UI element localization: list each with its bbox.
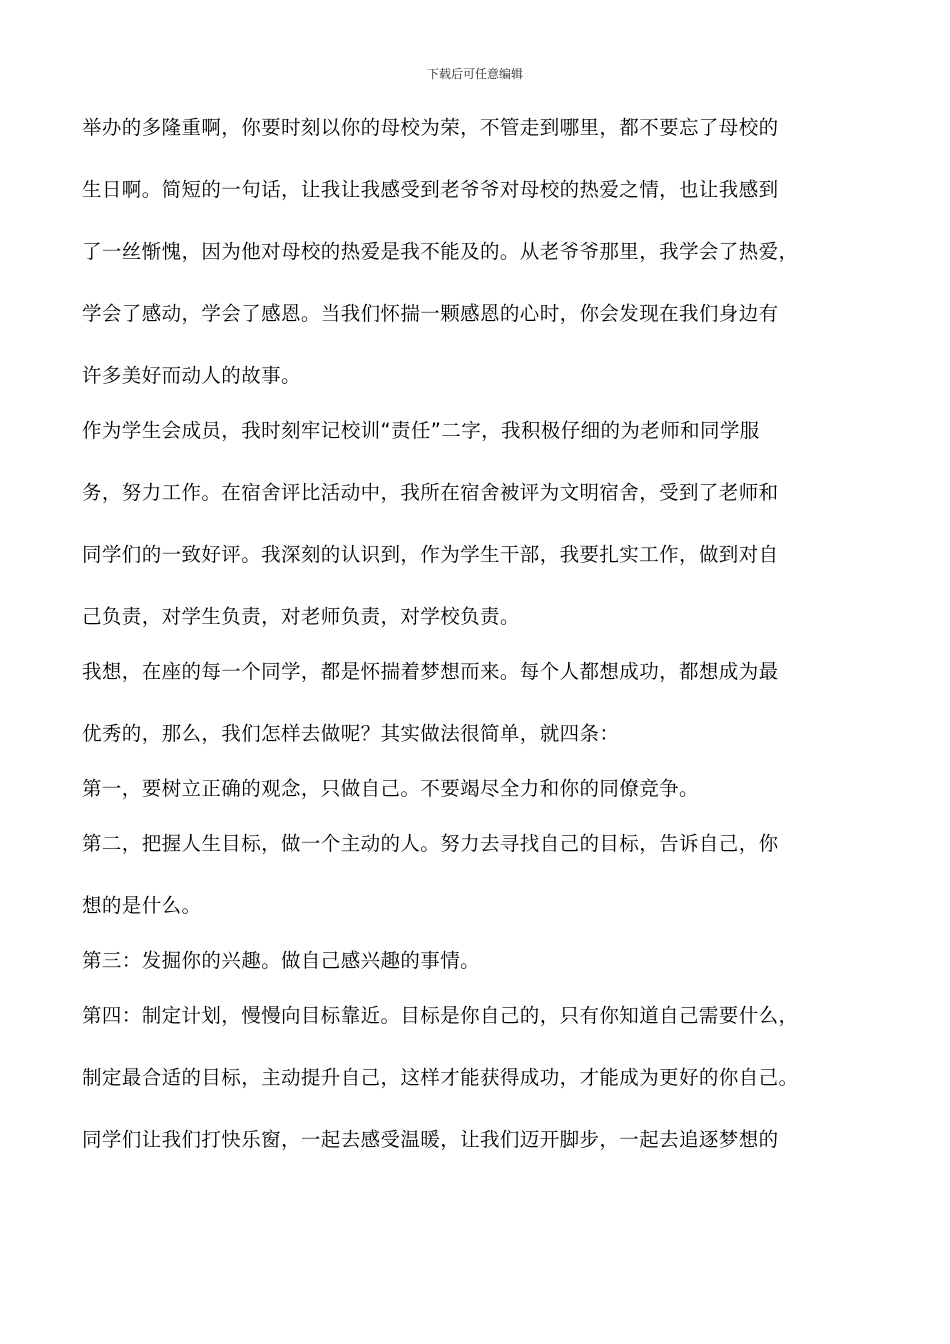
text-line: 务，努力工作。在宿舍评比活动中，我所在宿舍被评为文明宿舍，受到了老师和	[82, 481, 779, 504]
text-line: 优秀的，那么，我们怎样去做呢？其实做法很简单，就四条：	[82, 722, 620, 745]
text-line: 举办的多隆重啊，你要时刻以你的母校为荣，不管走到哪里，都不要忘了母校的	[82, 116, 779, 139]
text-line: 第一，要树立正确的观念，只做自己。不要竭尽全力和你的同僚竞争。	[82, 777, 699, 800]
document-body	[82, 118, 882, 1150]
text-line: 想的是什么。	[82, 894, 202, 917]
text-line: 我想，在座的每一个同学，都是怀揣着梦想而来。每个人都想成功，都想成为最	[82, 660, 779, 683]
text-line: 第四：制定计划，慢慢向目标靠近。目标是你自己的，只有你知道自己需要什么，	[82, 1004, 799, 1027]
text-line: 生日啊。简短的一句话，让我让我感受到老爷爷对母校的热爱之情，也让我感到	[82, 178, 779, 201]
text-line: 第二，把握人生目标，做一个主动的人。努力去寻找自己的目标，告诉自己，你	[82, 832, 779, 855]
text-line: 同学们的一致好评。我深刻的认识到，作为学生干部，我要扎实工作，做到对自	[82, 543, 779, 566]
text-line: 己负责，对学生负责，对老师负责，对学校负责。	[82, 605, 520, 628]
text-line: 学会了感动，学会了感恩。当我们怀揣一颗感恩的心时，你会发现在我们身边有	[82, 302, 779, 325]
text-line: 许多美好而动人的故事。	[82, 364, 301, 387]
text-line: 制定最合适的目标，主动提升自己，这样才能获得成功，才能成为更好的你自己。	[82, 1066, 799, 1089]
text-line: 了一丝惭愧，因为他对母校的热爱是我不能及的。从老爷爷那里，我学会了热爱，	[82, 240, 799, 263]
text-line: 第三：发掘你的兴趣。做自己感兴趣的事情。	[82, 949, 481, 972]
text-line: 作为学生会成员，我时刻牢记校训“责任”二字，我积极仔细的为老师和同学服	[82, 419, 760, 442]
text-line: 同学们让我们打快乐窗，一起去感受温暖，让我们迈开脚步，一起去追逐梦想的	[82, 1128, 779, 1151]
page-header-watermark: 下载后可任意编辑	[426, 67, 523, 81]
